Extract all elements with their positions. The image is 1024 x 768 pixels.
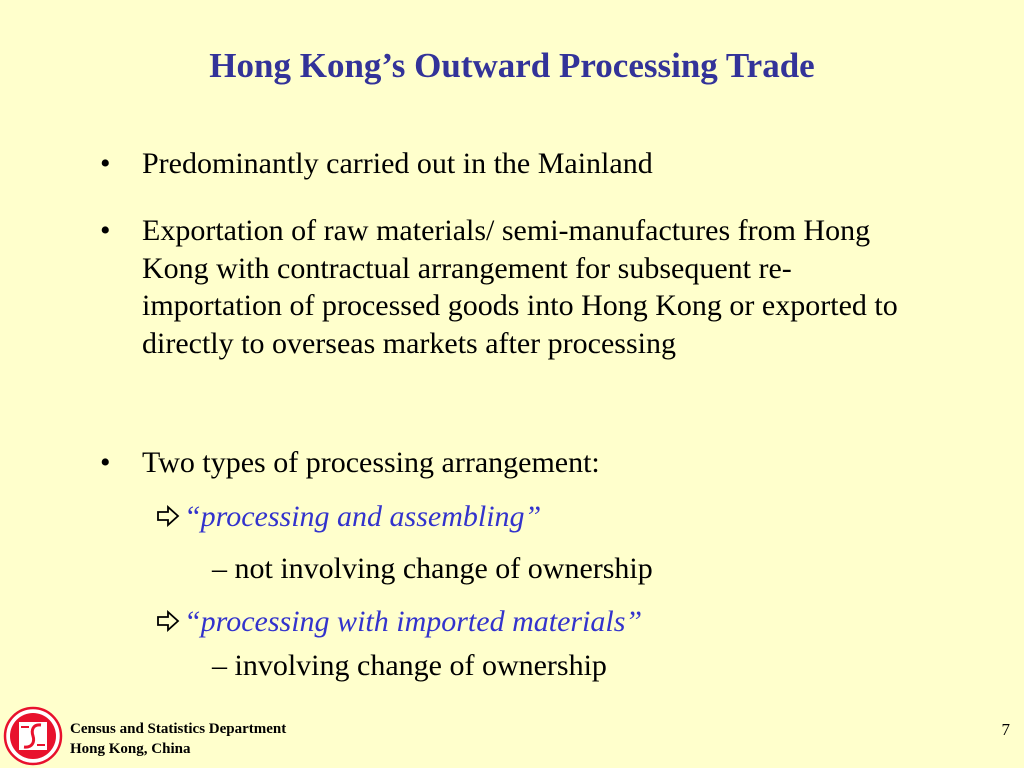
right-arrow-outline-icon — [156, 505, 180, 527]
department-location: Hong Kong, China — [70, 741, 191, 757]
bullet-marker: • — [100, 446, 111, 479]
page-number: 7 — [1001, 720, 1010, 739]
bullet-marker: • — [100, 147, 111, 180]
bullet-text: Exportation of raw materials/ semi-manufactures from Hong Kong with contractual arrangement for subsequent re-importation of processed goods into Hong Kong or exported to directly to overseas markets after processing — [142, 214, 898, 360]
right-arrow-outline-icon — [156, 610, 180, 632]
arrangement-item — [156, 603, 642, 641]
bullet-item — [100, 145, 920, 183]
arrangement-description: – involving change of ownership — [212, 649, 607, 682]
arrangement-label: “processing and assembling” — [184, 500, 542, 533]
bullet-text: Predominantly carried out in the Mainland — [142, 147, 653, 180]
census-statistics-logo-icon — [3, 706, 63, 766]
arrangement-item — [156, 498, 541, 536]
footer-department — [70, 719, 286, 759]
slide-title: Hong Kong’s Outward Processing Trade — [209, 46, 815, 85]
bullet-text: Two types of processing arrangement: — [142, 446, 600, 479]
arrangement-label: “processing with imported materials” — [184, 605, 643, 638]
bullet-item — [100, 212, 920, 362]
arrangement-description: – not involving change of ownership — [212, 552, 653, 585]
bullet-item — [100, 444, 920, 482]
department-name: Census and Statistics Department — [70, 721, 287, 737]
bullet-marker: • — [100, 214, 111, 247]
